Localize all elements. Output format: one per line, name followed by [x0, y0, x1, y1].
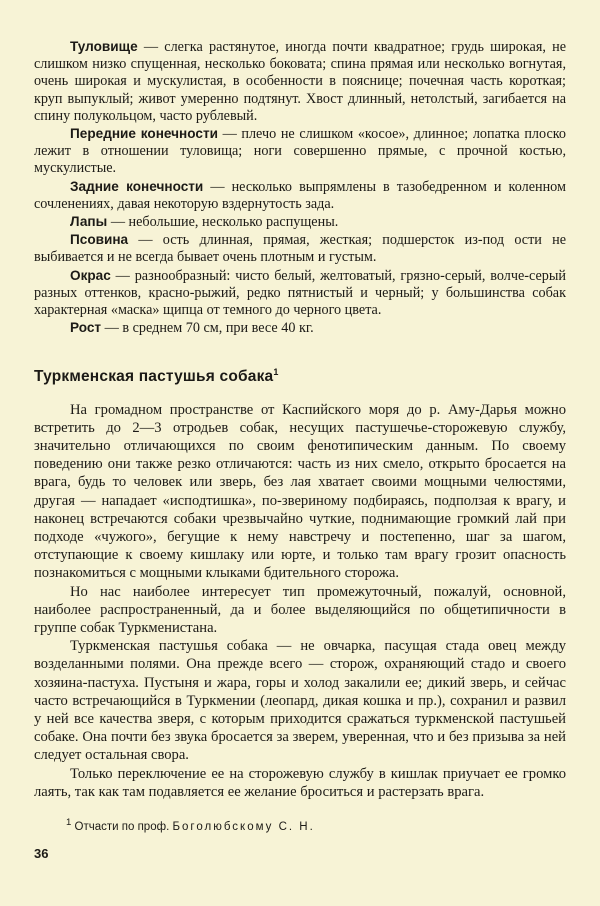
standard-term: Псовина: [70, 232, 129, 248]
footnote-reference: 1: [273, 367, 279, 378]
standard-description: — ость длинная, прямая, жесткая; подшерсток из-под ости не выбивается и не всегда бывает очень плотным и густым.: [34, 232, 566, 266]
section-body: [34, 401, 566, 801]
standard-term: Задние конечности: [70, 178, 204, 194]
standard-term: Туловище: [70, 39, 138, 54]
breed-standard-list: [34, 38, 566, 337]
standard-entry-body: [34, 38, 566, 125]
standard-entry-paws: [34, 213, 566, 231]
standard-entry-forelimbs: [34, 125, 566, 178]
standard-term: Передние конечности: [70, 126, 218, 142]
standard-description: — несколько выпрямлены в тазобедренном и коленном сочленениях, давая некоторую вздернутость зада.: [34, 178, 566, 212]
standard-description: — разнообразный: чисто белый, желтоватый, грязно-серый, волче-серый разных оттенков, красно-рыжий, редко пятнистый и черный; у большинства собак характерная «маска» щипца от темного до черного цвета.: [34, 267, 566, 319]
standard-entry-height: [34, 319, 566, 337]
section-title-text: Туркменская пастушья собака: [34, 368, 274, 386]
standard-entry-hindlimbs: [34, 178, 566, 213]
standard-entry-color: [34, 267, 566, 320]
footnote-text: Отчасти по проф.: [74, 820, 173, 833]
standard-term: Лапы: [70, 214, 108, 230]
body-paragraph: На громадном пространстве от Каспийского моря до р. Аму-Дарья можно встретить до 2—3 отродьев собак, несущих пастушечье-сторожевую службу, значительно отличающихся по своим фенотипическим данным. По своему поведению они также резко отличаются: часть из них смело, открыто бросается на врага, будь то человек или зверь, без лая хватает своими мощными челюстями, другая — нападает «исподтишка», по-звериному подбираясь, подползая к врагу, и наконец встречаются собаки чрезвычайно чуткие, поднимающие громкий лай при подходе «чужого», бегущие к нему навстречу и постепенно, шаг за шагом, отступающие к своему кишлаку или юрте, и только там врагу грозит опасность познакомиться с мощными клыками бдительного сторожа.: [34, 401, 566, 582]
standard-description: — в среднем 70 см, при весе 40 кг.: [101, 320, 314, 337]
page-number: 36: [34, 846, 49, 861]
footnote-marker: 1: [66, 817, 72, 828]
standard-term: Окрас: [70, 267, 111, 283]
section-title: [34, 367, 566, 386]
standard-description: — небольшие, несколько распущены.: [107, 214, 339, 231]
standard-term: Рост: [70, 320, 102, 336]
footnote-author: Боголюбскому С. Н.: [172, 820, 315, 833]
standard-description: — плечо не слишком «косое», длинное; лопатка плоско лежит в отношении туловища; ноги совершенно прямые, с прочной костью, мускулистые.: [34, 126, 567, 177]
standard-description: — слегка растянутое, иногда почти квадратное; грудь широкая, не слишком низко спущенная, несколько боковата; спина прямая или несколько вогнутая, очень широкая и мускулистая, в особенности в пояснице; почечная часть короткая; круп выпуклый; живот умеренно подтянут. Хвост длинный, нетолстый, загибается на спину полукольцом, часто рублевый.: [34, 39, 566, 124]
body-paragraph: Только переключение ее на сторожевую службу в кишлак приучает ее громко лаять, так как там подавляется ее желание броситься и растерзать врага.: [34, 765, 566, 800]
footnote: [66, 817, 315, 833]
body-paragraph: Туркменская пастушья собака — не овчарка, пасущая стада овец между возделанными полями. Она прежде всего — сторож, охраняющий стадо и своего хозяина-пастуха. Пустыня и жара, горы и холод закалили ее; дикий зверь, и сейчас часто встречающийся в Туркмении (леопард, дикая кошка и пр.), сохранил и развил у ней все качества зверя, с которым приходится сражаться туркменской пастушьей собаке. Она почти без звука бросается за зверем, уверенная, что и без призыва за ней следует остальная свора.: [34, 638, 566, 764]
standard-entry-coat: [34, 231, 566, 266]
body-paragraph: Но нас наиболее интересует тип промежуточный, пожалуй, основной, наиболее распространенный, да и более выделяющийся по общетипичности в группе собак Туркменистана.: [34, 583, 566, 637]
